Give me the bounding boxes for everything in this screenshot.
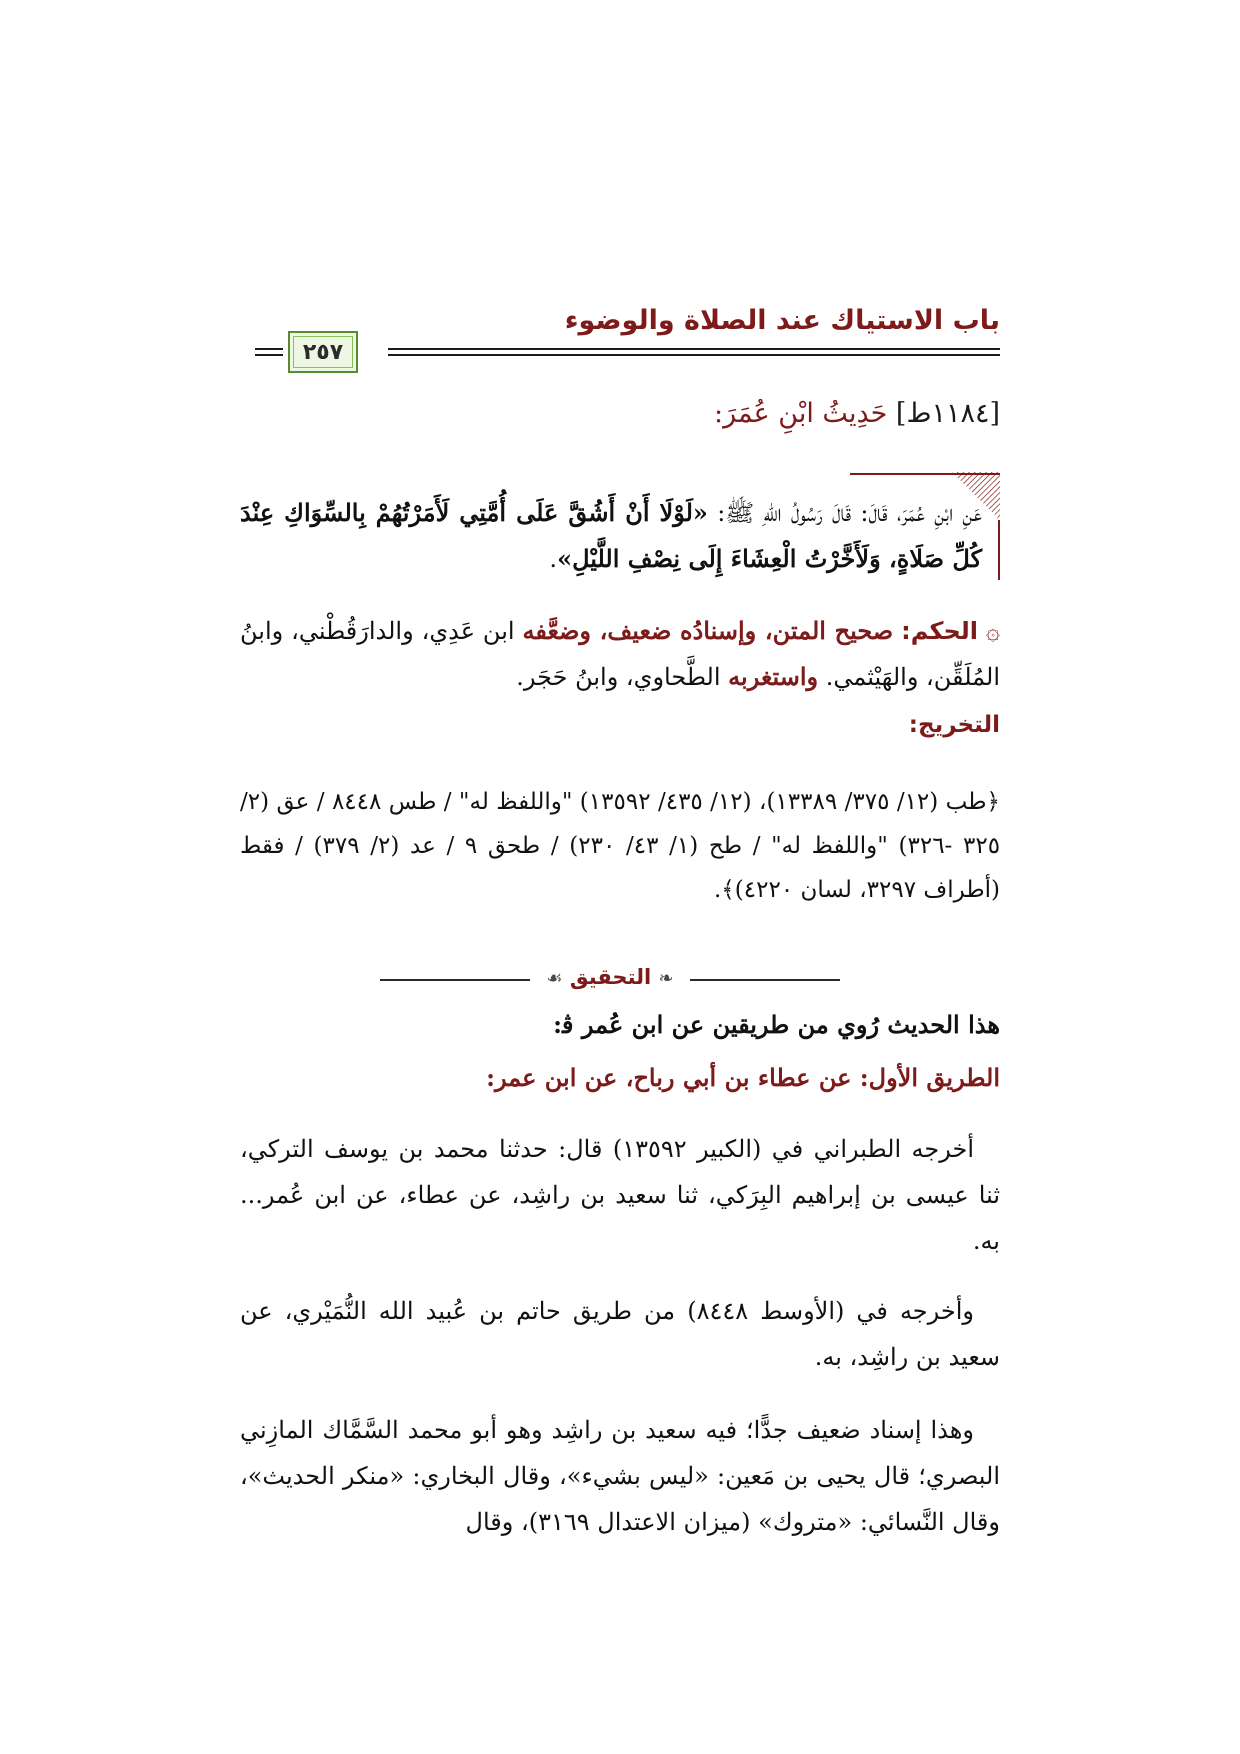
header-rule [255, 348, 283, 350]
takhrij-sources: ﴿طب (١٢/ ٣٧٥/ ١٣٣٨٩)، (١٢/ ٤٣٥/ ١٣٥٩٢) "واللفظ له" / طس ٨٤٤٨ / عق (٢/ ٣٢٥ -٣٢٦) "واللفظ له" / طح (١/ ٤٣/ ٢٣٠) / طحق ٩ / عد (٢/ ٣٧٩) / فقط (أطراف ٣٢٩٧، لسان ٤٢٢٠)﴾. [240, 789, 1001, 903]
hadith-end: . [549, 545, 558, 573]
path-heading: الطريق الأول: عن عطاء بن أبي رباح، عن ابن عمر: [486, 1063, 1000, 1092]
divider-heading [380, 965, 840, 989]
quote-side-bar [998, 520, 1000, 580]
section-divider [380, 965, 840, 995]
verdict-paragraph [240, 608, 1000, 700]
verdict-strange-by: الطَّحاوي، وابنُ حَجَر. [516, 663, 721, 691]
tahqiq-intro: هذا الحديث رُوي من طريقين عن ابن عُمر ﭬ: [553, 1010, 1000, 1039]
header-rule [388, 354, 1000, 356]
page-number: ٢٥٧ [302, 339, 344, 365]
verdict-label: الحكم: [901, 617, 979, 645]
flower-icon: ۞ [985, 617, 1000, 645]
hadith-heading [240, 398, 1000, 429]
paragraph-text: وأخرجه في (الأوسط ٨٤٤٨) من طريق حاتم بن عُبيد الله النُّمَيْري، عن سعيد بن راشِد، به. [240, 1297, 1000, 1371]
paragraph-text: أخرجه الطبراني في (الكبير ١٣٥٩٢) قال: حدثنا محمد بن يوسف التركي، ثنا عيسى بن إبراهيم البِرَكي، ثنا سعيد بن راشِد، عن عطاء، عن ابن عُمر... به. [240, 1135, 1001, 1255]
ornament-icon: ❧ [658, 968, 674, 989]
hadith-matn: «لَوْلَا أَنْ أَشُقَّ عَلَى أُمَّتِي لَأَمَرْتُهُمْ بِالسِّوَاكِ عِنْدَ كُلِّ صَلَاةٍ، وَلَأَخَّرْتُ الْعِشَاءَ إِلَى نِصْفِ اللَّيْلِ» [240, 498, 982, 573]
body-paragraph [240, 1288, 1000, 1380]
verdict-weakeners: ابن عَدِي، والدارَقُطْني، وابنُ المُلَقِّن، والهَيْثمي. [240, 617, 1000, 691]
hadith-isnad: عَنِ ابْنِ عُمَرَ، قَالَ: قَالَ رَسُولُ اللهِ ﷺ: [707, 499, 983, 527]
body-paragraph [240, 1126, 1000, 1264]
header-rule [255, 354, 283, 356]
verdict-grade: صحيح المتن، وإسنادُه ضعيف، وضعَّفه [522, 616, 894, 645]
takhrij-label: التخريج: [908, 712, 1000, 738]
quote-top-line [850, 473, 1000, 475]
chapter-title: باب الاستياك عند الصلاة والوضوء [564, 305, 1000, 336]
body-paragraph [240, 1407, 1000, 1545]
ornament-icon: ☙ [546, 968, 563, 989]
page-number-badge [288, 331, 358, 373]
hadith-title: حَدِيثُ ابْنِ عُمَرَ: [713, 398, 888, 429]
hadith-text [240, 490, 982, 582]
paragraph-text: وهذا إسناد ضعيف جدًّا؛ فيه سعيد بن راشِد وهو أبو محمد السَّمَّاك المازِني البصري؛ قال يحيى بن مَعين: «ليس بشيء»، وقال البخاري: «منكر الحديث»، وقال النَّسائي: «متروك» (ميزان الاعتدال ٣١٦٩)، وقال [240, 1416, 1000, 1536]
verdict-strange-label: واستغربه [728, 662, 819, 691]
hadith-number: [١١٨٤ط] [895, 398, 1000, 429]
header-rule [388, 348, 1000, 350]
tahqiq-label: التحقيق [569, 965, 652, 989]
